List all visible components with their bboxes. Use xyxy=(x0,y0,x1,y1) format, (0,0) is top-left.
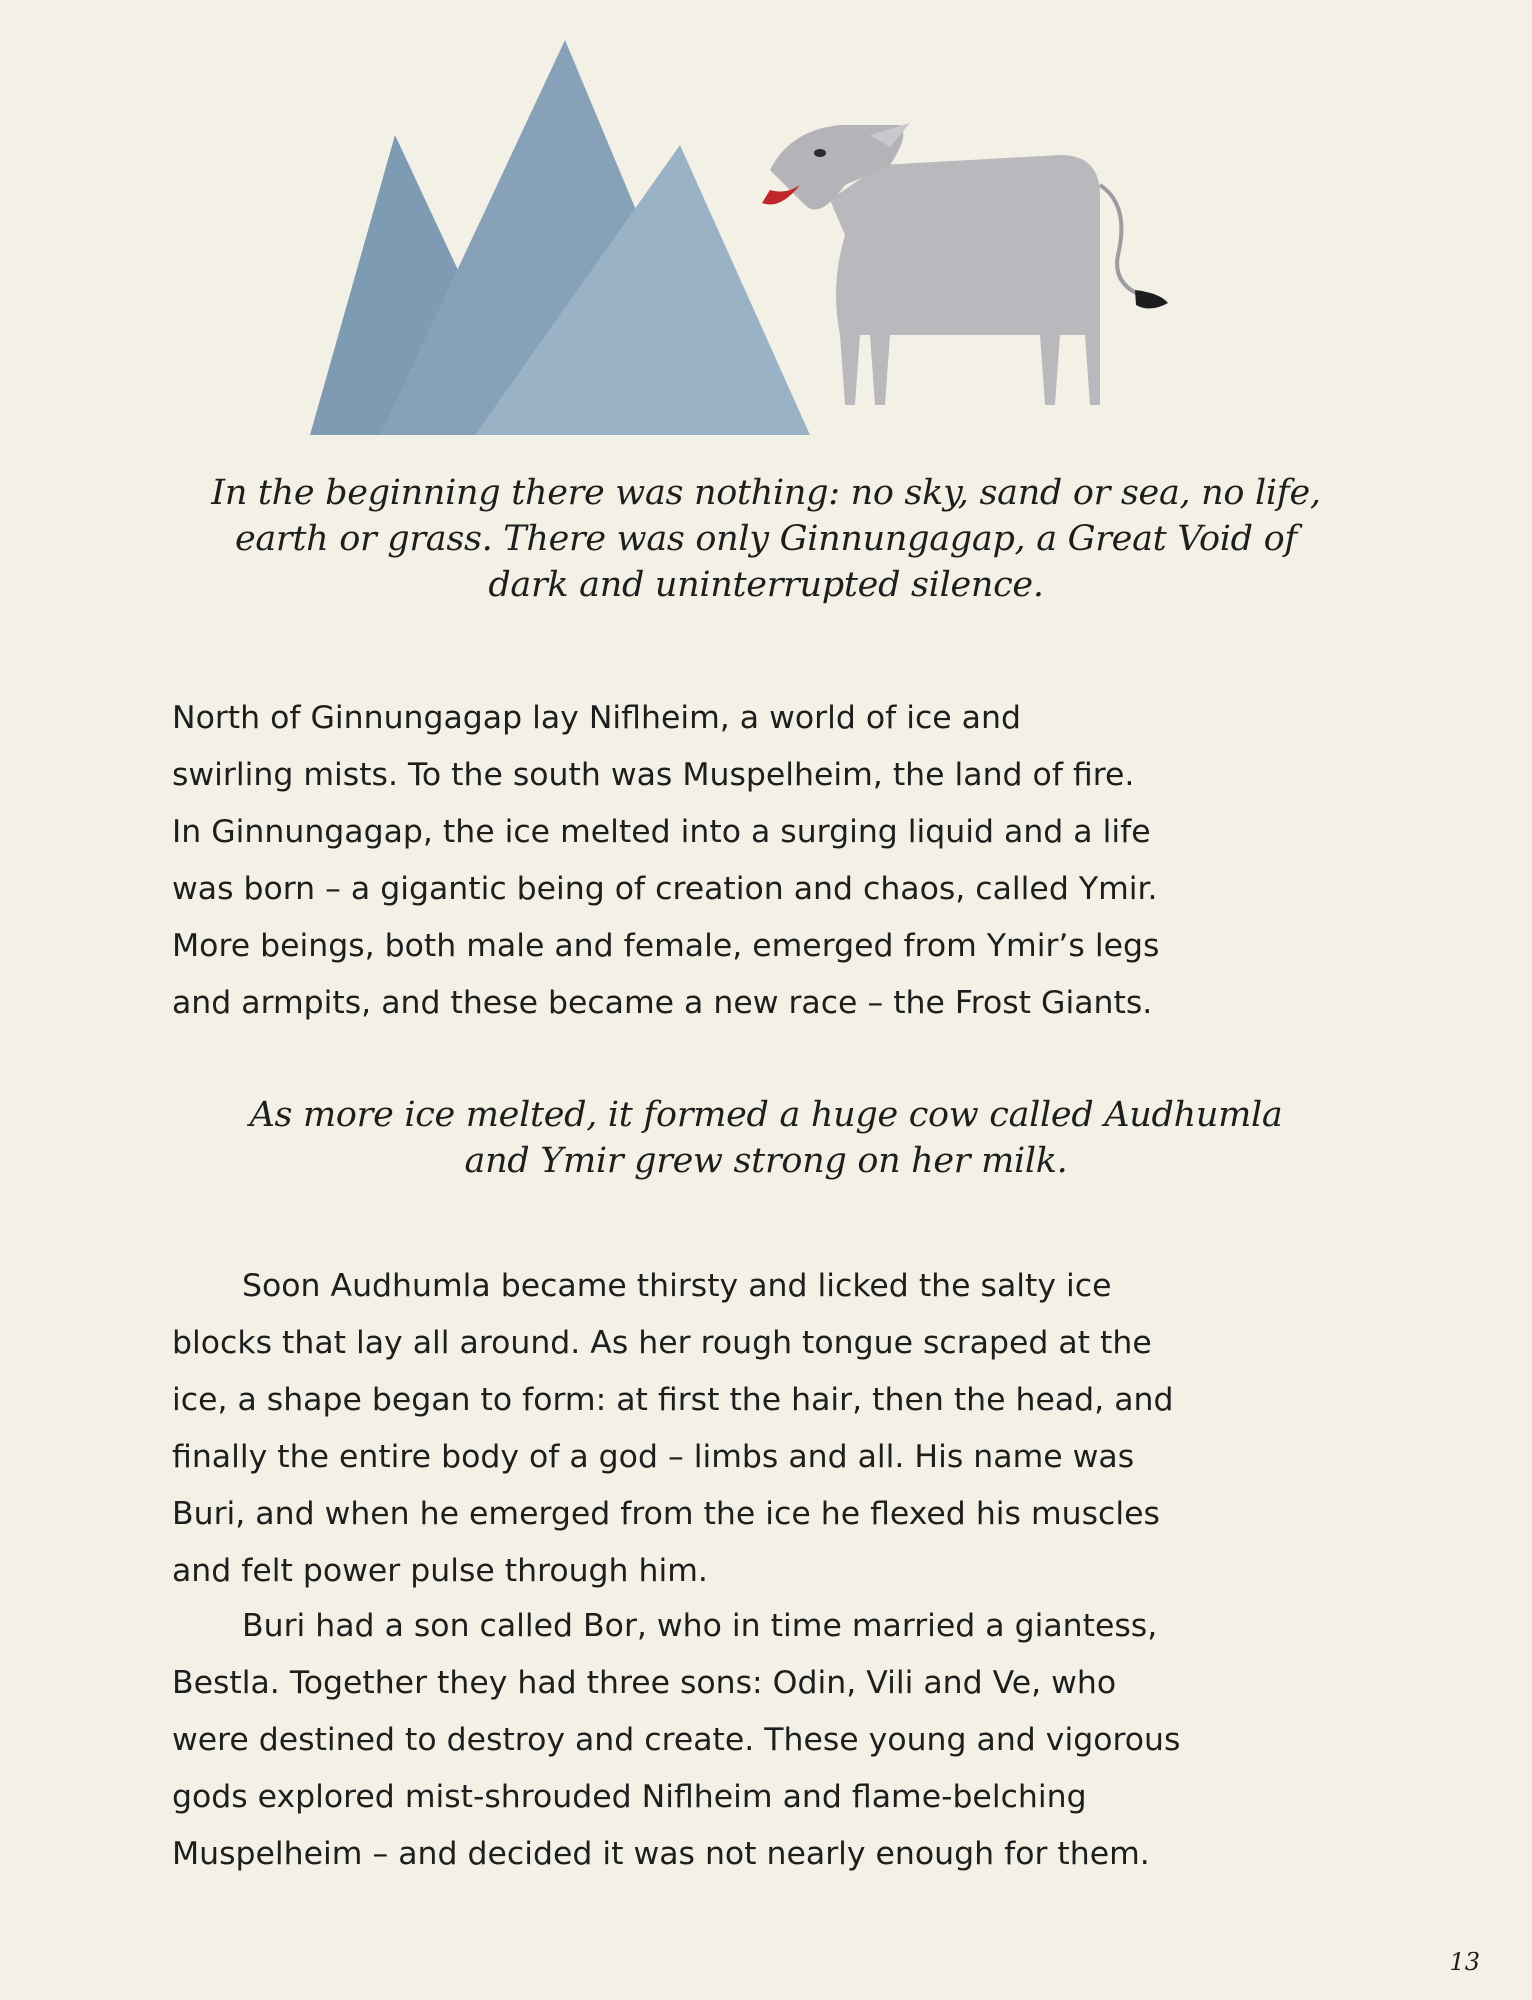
para-2-line: blocks that lay all around. As her rough tongue scraped at the xyxy=(172,1325,1152,1361)
para-2-line: finally the entire body of a god – limbs and all. His name was xyxy=(172,1439,1135,1475)
para-2-line: ice, a shape began to form: at first the hair, then the head, and xyxy=(172,1382,1174,1418)
audhumla-lead xyxy=(150,1092,1382,1184)
cow-icon xyxy=(762,123,1168,405)
intro-lead xyxy=(150,470,1382,608)
para-2-line: Buri, and when he emerged from the ice he flexed his muscles xyxy=(172,1496,1160,1532)
para-1-line: North of Ginnungagap lay Niflheim, a world of ice and xyxy=(172,700,1021,736)
lead-1-line: In the beginning there was nothing: no sky, sand or sea, no life, xyxy=(211,473,1321,513)
illustration xyxy=(300,35,1200,445)
para-3-line: gods explored mist-shrouded Niflheim and flame-belching xyxy=(172,1779,1087,1815)
mountains-icon xyxy=(310,40,810,435)
para-3-line: Buri had a son called Bor, who in time married a giantess, xyxy=(242,1608,1158,1644)
para-2-line: and felt power pulse through him. xyxy=(172,1553,708,1589)
page-number: 13 xyxy=(1449,1948,1480,1976)
lead-2-line: and Ymir grew strong on her milk. xyxy=(464,1141,1068,1181)
para-3-line: Bestla. Together they had three sons: Odin, Vili and Ve, who xyxy=(172,1665,1117,1701)
para-1-line: In Ginnungagap, the ice melted into a surging liquid and a life xyxy=(172,814,1151,850)
paragraph-niflheim xyxy=(172,690,1372,1032)
paragraph-bor xyxy=(172,1598,1372,1883)
para-1-line: More beings, both male and female, emerged from Ymir’s legs xyxy=(172,928,1160,964)
para-1-line: swirling mists. To the south was Muspelheim, the land of fire. xyxy=(172,757,1135,793)
para-1-line: was born – a gigantic being of creation and chaos, called Ymir. xyxy=(172,871,1158,907)
para-3-line: Muspelheim – and decided it was not nearly enough for them. xyxy=(172,1836,1150,1872)
para-2-line: Soon Audhumla became thirsty and licked the salty ice xyxy=(242,1268,1112,1304)
para-3-line: were destined to destroy and create. These young and vigorous xyxy=(172,1722,1181,1758)
paragraph-buri xyxy=(172,1258,1372,1600)
lead-2-line: As more ice melted, it formed a huge cow called Audhumla xyxy=(249,1095,1283,1135)
lead-1-line: dark and uninterrupted silence. xyxy=(488,565,1044,605)
lead-1-line: earth or grass. There was only Ginnungagap, a Great Void of xyxy=(234,519,1298,559)
para-1-line: and armpits, and these became a new race – the Frost Giants. xyxy=(172,985,1153,1021)
